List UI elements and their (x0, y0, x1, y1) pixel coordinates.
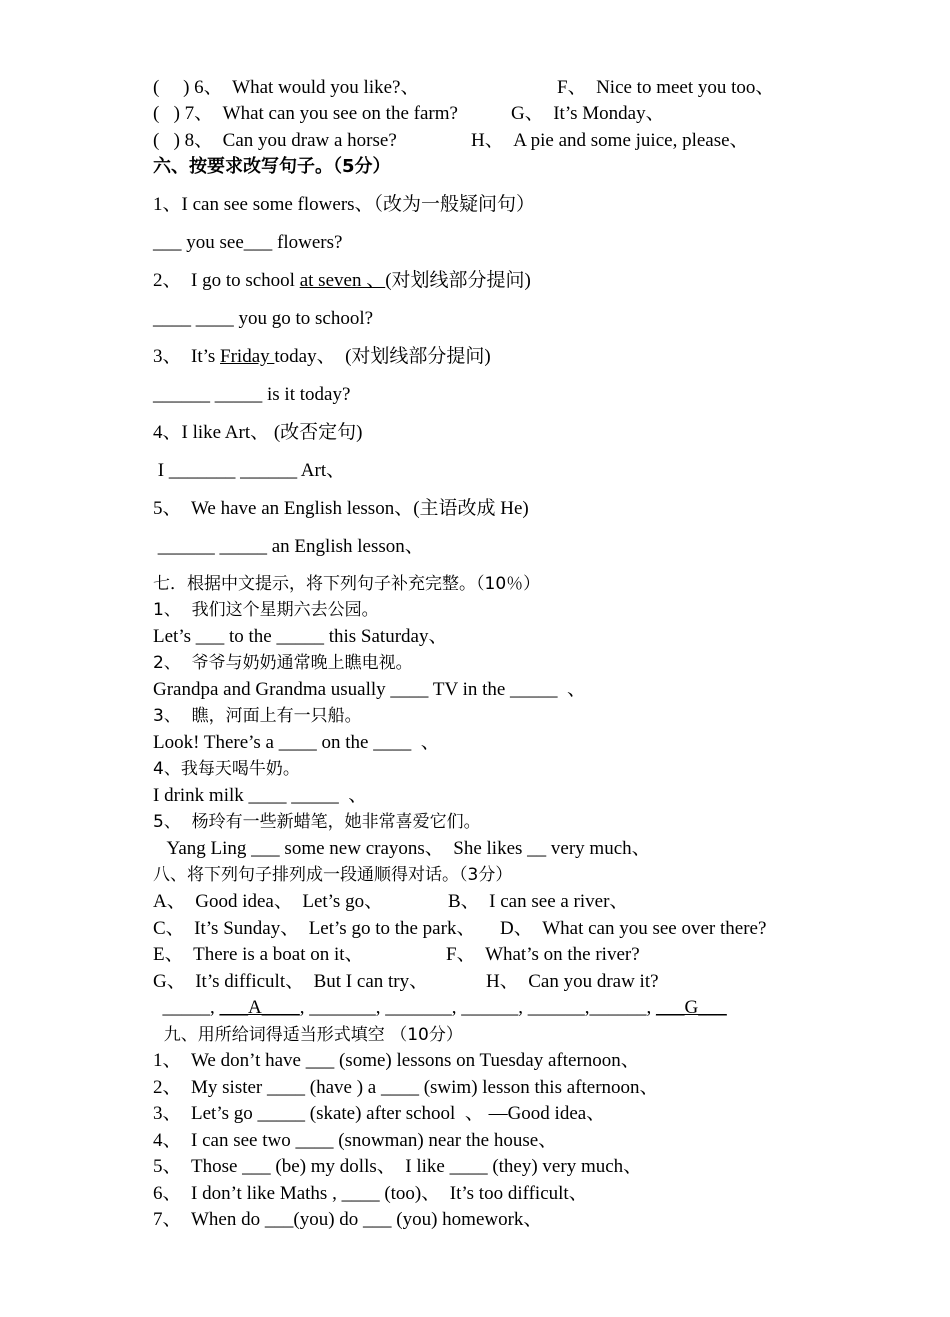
s6-question-5: 5、 We have an English lesson、(主语改成 He) (153, 498, 529, 519)
s8-option-e: E、 There is a boat on it、 (153, 944, 364, 965)
s8-answer-g: ___G___ (655, 997, 727, 1018)
s6-question-2 (153, 270, 531, 292)
s9-line: 3、 Let’s go _____ (skate) after school 、 —Good idea、 (153, 1103, 606, 1124)
s9-line: 2、 My sister ____ (have ) a ____ (swim) lesson this afternoon、 (153, 1077, 659, 1098)
s8-answer-mid: , _______, _______, ______, ______,______, (299, 997, 656, 1018)
s7-line: 2、 爷爷与奶奶通常晚上瞧电视。 (153, 653, 413, 673)
s6-answer-2: ____ ____ you go to school? (153, 308, 374, 329)
s9-line: 1、 We don’t have ___ (some) lessons on Tuesday afternoon、 (153, 1050, 640, 1071)
section-7-title: 七．根据中文提示，将下列句子补充完整。（10％） (153, 574, 541, 594)
s7-line: Look! There’s a ____ on the ____ 、 (153, 732, 440, 753)
s6-q3-pre: 3、 It’s (153, 346, 221, 367)
s9-line: 5、 Those ___ (be) my dolls、 I like ____ (they) very much、 (153, 1156, 643, 1177)
s8-option-c: C、 It’s Sunday、 Let’s go to the park、 (153, 918, 476, 939)
s7-line: 3、 瞧，河面上有一只船。 (153, 706, 362, 726)
match-row-6-right: F、 Nice to meet you too、 (557, 77, 775, 98)
s8-option-g: G、 It’s difficult、 But I can try、 (153, 971, 429, 992)
section-8-title: 八、将下列句子排列成一段通顺得对话。（3分） (153, 865, 513, 885)
s7-line: 1、 我们这个星期六去公园。 (153, 600, 379, 620)
match-row-7-left: ( ) 7、 What can you see on the farm? (153, 103, 458, 124)
s6-answer-5: ______ _____ an English lesson、 (153, 536, 424, 557)
s8-option-h: H、 Can you draw it? (486, 971, 659, 992)
s7-line: Let’s ___ to the _____ this Saturday、 (153, 626, 448, 647)
s6-question-3 (153, 346, 491, 368)
section-6-title: 六、按要求改写句子。（5分） (153, 156, 391, 177)
section-9-title: 九、用所给词得适当形式填空 （10分） (153, 1025, 463, 1045)
s8-option-d: D、 What can you see over there? (500, 918, 767, 939)
s6-answer-4: I _______ ______ Art、 (153, 460, 346, 481)
s6-question-4: 4、I like Art、 (改否定句) (153, 422, 363, 443)
s6-q3-post: today、 (对划线部分提问) (274, 346, 491, 367)
s7-line: 5、 杨玲有一些新蜡笔，她非常喜爱它们。 (153, 812, 481, 832)
s6-q2-underlined: at seven 、 (299, 270, 386, 291)
match-row-7-right: G、 It’s Monday、 (511, 103, 665, 124)
s8-option-b: B、 I can see a river、 (448, 891, 629, 912)
s7-line: 4、我每天喝牛奶。 (153, 759, 300, 779)
s6-q2-post: (对划线部分提问) (385, 270, 531, 291)
s6-question-1: 1、I can see some flowers、（改为一般疑问句） (153, 194, 536, 215)
match-row-6-left: ( ) 6、 What would you like?、 (153, 77, 420, 98)
s6-answer-3: ______ _____ is it today? (153, 384, 351, 405)
match-row-8-right: H、 A pie and some juice, please、 (471, 130, 749, 151)
s8-option-a: A、 Good idea、 Let’s go、 (153, 891, 384, 912)
s7-line: I drink milk ____ _____ 、 (153, 785, 368, 806)
s9-line: 4、 I can see two ____ (snowman) near the house、 (153, 1130, 558, 1151)
s7-line: Grandpa and Grandma usually ____ TV in the _____ 、 (153, 679, 587, 700)
s9-line: 7、 When do ___(you) do ___ (you) homework、 (153, 1209, 543, 1230)
s6-q3-underlined: Friday (220, 346, 275, 367)
s7-line: Yang Ling ___ some new crayons、 She likes __ very much、 (153, 838, 651, 859)
s6-answer-1: ___ you see___ flowers? (153, 232, 343, 253)
s8-option-f: F、 What’s on the river? (446, 944, 640, 965)
s8-answer-a: ___A____ (219, 997, 300, 1018)
s6-q2-pre: 2、 I go to school (153, 270, 300, 291)
s8-answer-line (153, 997, 727, 1019)
match-row-8-left: ( ) 8、 Can you draw a horse? (153, 130, 397, 151)
s8-answer-pre: _____, (153, 997, 220, 1018)
s9-line: 6、 I don’t like Maths , ____ (too)、 It’s too difficult、 (153, 1183, 588, 1204)
